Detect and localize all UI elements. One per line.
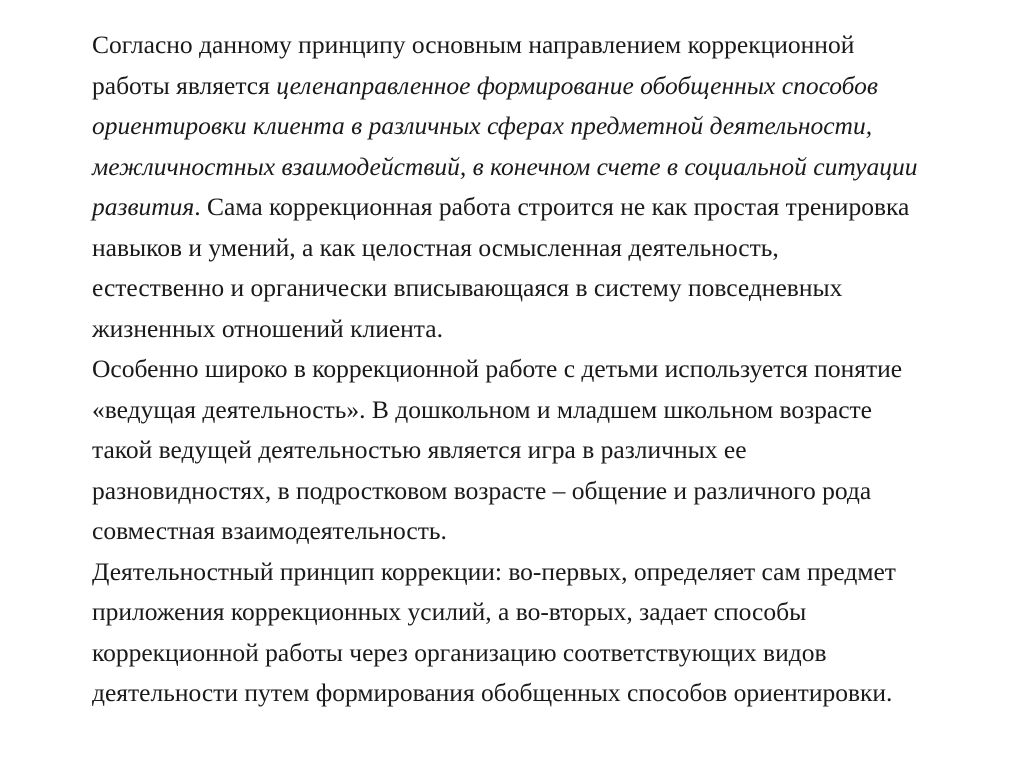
- p1-line-3: ориентировки клиента в различных сферах предметной деятельности,: [92, 111, 873, 140]
- paragraph-1: [92, 25, 1022, 349]
- p1-line-6: навыков и умений, а как целостная осмысленная деятельность,: [92, 232, 779, 262]
- p1-line-2-italic: целенаправленное формирование обобщенных способов: [276, 70, 878, 100]
- p2-line-3: такой ведущей деятельностью является игра в различных ее: [92, 435, 747, 464]
- p1-line-5-italic: развития: [92, 192, 195, 221]
- p3-line-1: Деятельностный принцип коррекции: во-первых, определяет сам предмет: [92, 556, 896, 586]
- p1-line-5: [92, 187, 1022, 228]
- p1-line-2-plain: работы является: [92, 70, 277, 100]
- p1-line-7: естественно и органически вписывающаяся в систему повседневных: [92, 273, 843, 302]
- p2-line-1: Особенно широко в коррекционной работе с детьми используется понятие: [92, 354, 903, 383]
- p3-line-2: приложения коррекционных усилий, а во-вторых, задает способы: [92, 597, 807, 626]
- p1-line-4: межличностных взаимодействий, в конечном счете в социальной ситуации: [92, 151, 918, 181]
- p2-line-4: разновидностях, в подростковом возрасте – общение и различного рода: [92, 475, 872, 505]
- p1-line-1: Согласно данному принципу основным направлением коррекционной: [92, 30, 855, 59]
- document-text: [92, 25, 1022, 714]
- p1-line-2: [92, 66, 1022, 107]
- p3-line-3: коррекционной работы через организацию соответствующих видов: [92, 637, 827, 667]
- paragraph-2: [92, 349, 1022, 552]
- p1-line-5-plain: . Сама коррекционная работа строится не как простая тренировка: [194, 192, 910, 221]
- paragraph-3: [92, 552, 1022, 714]
- p3-line-4: деятельности путем формирования обобщенных способов ориентировки.: [92, 678, 893, 707]
- p2-line-5: совместная взаимодеятельность.: [92, 516, 447, 545]
- p2-line-2: «ведущая деятельность». В дошкольном и младшем школьном возрасте: [92, 394, 872, 424]
- p1-line-8: жизненных отношений клиента.: [92, 313, 443, 343]
